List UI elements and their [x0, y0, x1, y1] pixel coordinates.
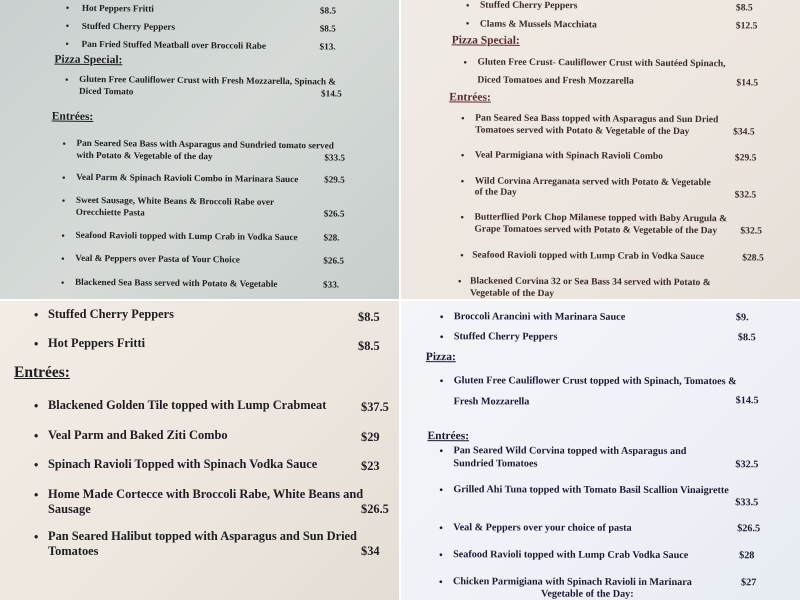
bullet: • — [34, 488, 39, 502]
menu-item-name: Broccoli Arancini with Marinara Sauce — [453, 311, 626, 323]
menu-item-name: Pan Seared Wild Corvina topped with Asparagus and — [453, 445, 687, 458]
bullet: • — [460, 150, 465, 162]
menu-photo-3 — [0, 300, 400, 600]
section-heading-entrees: Entrées: — [51, 110, 94, 123]
bullet: • — [62, 138, 66, 149]
menu-item-price: $33.5 — [324, 152, 346, 163]
section-heading-pizza: Pizza: — [425, 351, 456, 364]
menu-item-name: Stuffed Cherry Peppers — [81, 20, 176, 32]
menu-item-price: $27 — [740, 577, 757, 589]
menu-item-price: $29.5 — [324, 174, 345, 185]
section-heading-pizza: Pizza Special: — [54, 53, 123, 67]
menu-item-name-cont: Fresh Mozzarella — [453, 396, 530, 408]
menu-item-name-cont: with Potato & Vegetable of the day — [76, 149, 213, 162]
menu-item-name: Veal Parm and Baked Ziti Combo — [48, 428, 228, 442]
bullet: • — [34, 458, 39, 472]
menu-item-name: Pan Seared Sea Bass topped with Asparagus and Sun Dried — [475, 112, 719, 126]
menu-item-name: Pan Seared Halibut topped with Asparagus and Sun Dried — [48, 529, 357, 543]
menu-item-price: $8.5 — [735, 2, 753, 14]
menu-item-price: $9. — [735, 312, 749, 324]
bullet: • — [457, 276, 462, 288]
bullet: • — [65, 20, 70, 31]
menu-item-price: $14.5 — [320, 88, 342, 99]
menu-item-name: Seafood Ravioli topped with Lump Crab Vodka Sauce — [453, 549, 689, 562]
bullet: • — [34, 308, 39, 322]
menu-item-price: $23 — [361, 459, 380, 473]
bullet: • — [60, 277, 65, 288]
menu-item-price: $32.5 — [740, 225, 763, 237]
menu-item-price: $33. — [322, 279, 340, 290]
bullet: • — [439, 446, 444, 458]
bullet: • — [61, 230, 65, 241]
menu-item-price: $34 — [361, 544, 380, 558]
menu-item-name: Chicken Parmigiana with Spinach Ravioli in Marinara — [452, 576, 692, 589]
menu-photo-2 — [400, 0, 800, 300]
menu-item-price: $8.5 — [319, 23, 336, 34]
menu-item-name: Spinach Ravioli Topped with Spinach Vodka Sauce — [48, 457, 318, 471]
bullet: • — [461, 113, 465, 125]
menu-item-name: Stuffed Cherry Peppers — [48, 307, 174, 321]
bullet: • — [460, 212, 464, 224]
menu-item-price: $32.5 — [734, 189, 757, 201]
menu-item-price: $34.5 — [733, 126, 755, 138]
bullet: • — [465, 0, 470, 12]
menu-item-name: Gluten Free Cauliflower Crust topped with Spinach, Tomatoes & — [453, 375, 737, 388]
bullet: • — [439, 376, 444, 388]
menu-photo-1 — [0, 0, 400, 300]
bullet: • — [34, 530, 39, 544]
menu-item-name: Sweet Sausage, White Beans & Broccoli Rabe over — [75, 194, 275, 207]
menu-item-price: $8.5 — [737, 332, 756, 344]
menu-item-name-cont: Tomatoes — [48, 544, 99, 558]
menu-item-name: Gluten Free Cauliflower Crust with Fresh Mozzarella, Spinach & — [79, 73, 337, 87]
menu-item-name: Veal Parm & Spinach Ravioli Combo in Marinara Sauce — [76, 171, 299, 185]
menu-item-name: Veal Parmigiana with Spinach Ravioli Combo — [474, 149, 664, 162]
menu-item-name: Pan Fried Stuffed Meatball over Broccoli Rabe — [81, 38, 266, 51]
menu-item-price: $28 — [739, 550, 755, 562]
menu-item-name: Grilled Ahi Tuna topped with Tomato Basil Scallion Vinaigrette — [453, 484, 729, 497]
bullet: • — [65, 38, 69, 49]
menu-item-price: $26.5 — [323, 255, 345, 266]
menu-item-price: $28. — [323, 232, 340, 243]
menu-item-price: $13. — [319, 41, 336, 52]
menu-item-name-cont: Sundried Tomatoes — [453, 458, 538, 470]
menu-item-name: Stuffed Cherry Peppers — [453, 331, 558, 343]
menu-item-price: $28.5 — [742, 252, 764, 264]
menu-item-price: $8.5 — [319, 5, 337, 16]
menu-item-name: Clams & Mussels Macchiata — [479, 18, 597, 31]
menu-item-name: Wild Corvina Arreganata served with Potato & Vegetable — [474, 175, 711, 189]
bullet: • — [61, 253, 65, 264]
menu-item-price: $29 — [361, 430, 380, 444]
bullet: • — [62, 172, 66, 183]
menu-item-price: $26.5 — [323, 208, 345, 219]
bullet: • — [465, 18, 470, 30]
menu-photo-4 — [400, 300, 800, 600]
menu-item-name-cont: Tomatoes served with Potato & Vegetable of the Day — [475, 124, 690, 138]
menu-item-name: Blackened Sea Bass served with Potato & Vegetable — [75, 276, 278, 289]
menu-item-name: Veal & Peppers over your choice of pasta — [453, 522, 632, 534]
menu-item-price: $37.5 — [361, 400, 389, 414]
section-heading-pizza: Pizza Special: — [451, 34, 520, 47]
menu-item-name: Butterflied Pork Chop Milanese topped with Baby Arugula & — [474, 211, 728, 225]
menu-item-name: Veal & Peppers over Pasta of Your Choice — [75, 252, 240, 265]
section-heading-entrees: Entrées: — [449, 91, 491, 104]
menu-item-name-cont: of the Day — [474, 186, 517, 198]
bullet: • — [439, 523, 443, 535]
menu-item-name-cont: Grape Tomatoes served with Potato & Vegetable of the Day — [474, 223, 718, 237]
bullet: • — [61, 195, 66, 206]
bullet: • — [34, 429, 39, 443]
menu-item-price: $8.5 — [358, 339, 380, 353]
menu-item-price: $26.5 — [361, 502, 389, 516]
menu-item-name: Blackened Golden Tile topped with Lump Crabmeat — [48, 398, 327, 412]
collage-divider-horizontal — [0, 299, 800, 301]
menu-item-price: $8.5 — [358, 310, 380, 324]
bullet: • — [438, 577, 443, 589]
menu-item-name: Stuffed Cherry Peppers — [479, 0, 578, 12]
menu-item-price: $14.5 — [735, 395, 759, 407]
menu-item-name-cont: Sausage — [48, 502, 91, 516]
menu-item-name: Hot Peppers Fritti — [48, 336, 146, 350]
menu-item-name: Seafood Ravioli topped with Lump Crab in Vodka Sauce — [472, 249, 705, 263]
section-subheading: Vegetable of the Day: — [540, 588, 634, 600]
bullet: • — [460, 250, 464, 262]
bullet: • — [439, 485, 443, 497]
bullet: • — [439, 312, 444, 324]
menu-item-name: Gluten Free Crust- Cauliflower Crust with Sautéed Spinach, — [477, 56, 726, 70]
menu-item-name-cont: Diced Tomato — [79, 85, 134, 97]
section-heading-entrees: Entrées: — [427, 430, 470, 443]
menu-item-price: $29.5 — [734, 152, 757, 164]
menu-item-price: $14.5 — [736, 77, 759, 89]
bullet: • — [65, 74, 69, 85]
bullet: • — [439, 332, 444, 344]
menu-item-name: Home Made Cortecce with Broccoli Rabe, White Beans and — [48, 487, 364, 501]
bullet: • — [460, 176, 465, 188]
menu-item-name-cont: Orecchiette Pasta — [75, 206, 145, 218]
menu-item-price: $12.5 — [735, 20, 758, 32]
bullet: • — [65, 2, 70, 13]
menu-item-name-cont: Diced Tomatoes and Fresh Mozzarella — [477, 74, 634, 87]
section-heading-entrees: Entrées: — [14, 364, 70, 381]
menu-item-name: Seafood Ravioli topped with Lump Crab in Vodka Sauce — [75, 229, 298, 243]
menu-item-price: $33.5 — [735, 497, 759, 509]
bullet: • — [34, 337, 39, 351]
bullet: • — [463, 57, 467, 69]
menu-item-name-cont: Vegetable of the Day — [469, 287, 555, 300]
menu-item-name: Hot Peppers Fritti — [81, 2, 154, 14]
menu-item-name: Blackened Corvina 32 or Sea Bass 34 served with Potato & — [470, 275, 711, 289]
menu-item-name: Pan Seared Sea Bass with Asparagus and Sundried tomato served — [76, 137, 334, 151]
menu-item-price: $32.5 — [735, 459, 759, 471]
menu-item-price: $26.5 — [737, 523, 761, 535]
bullet: • — [439, 550, 443, 562]
bullet: • — [34, 399, 39, 413]
